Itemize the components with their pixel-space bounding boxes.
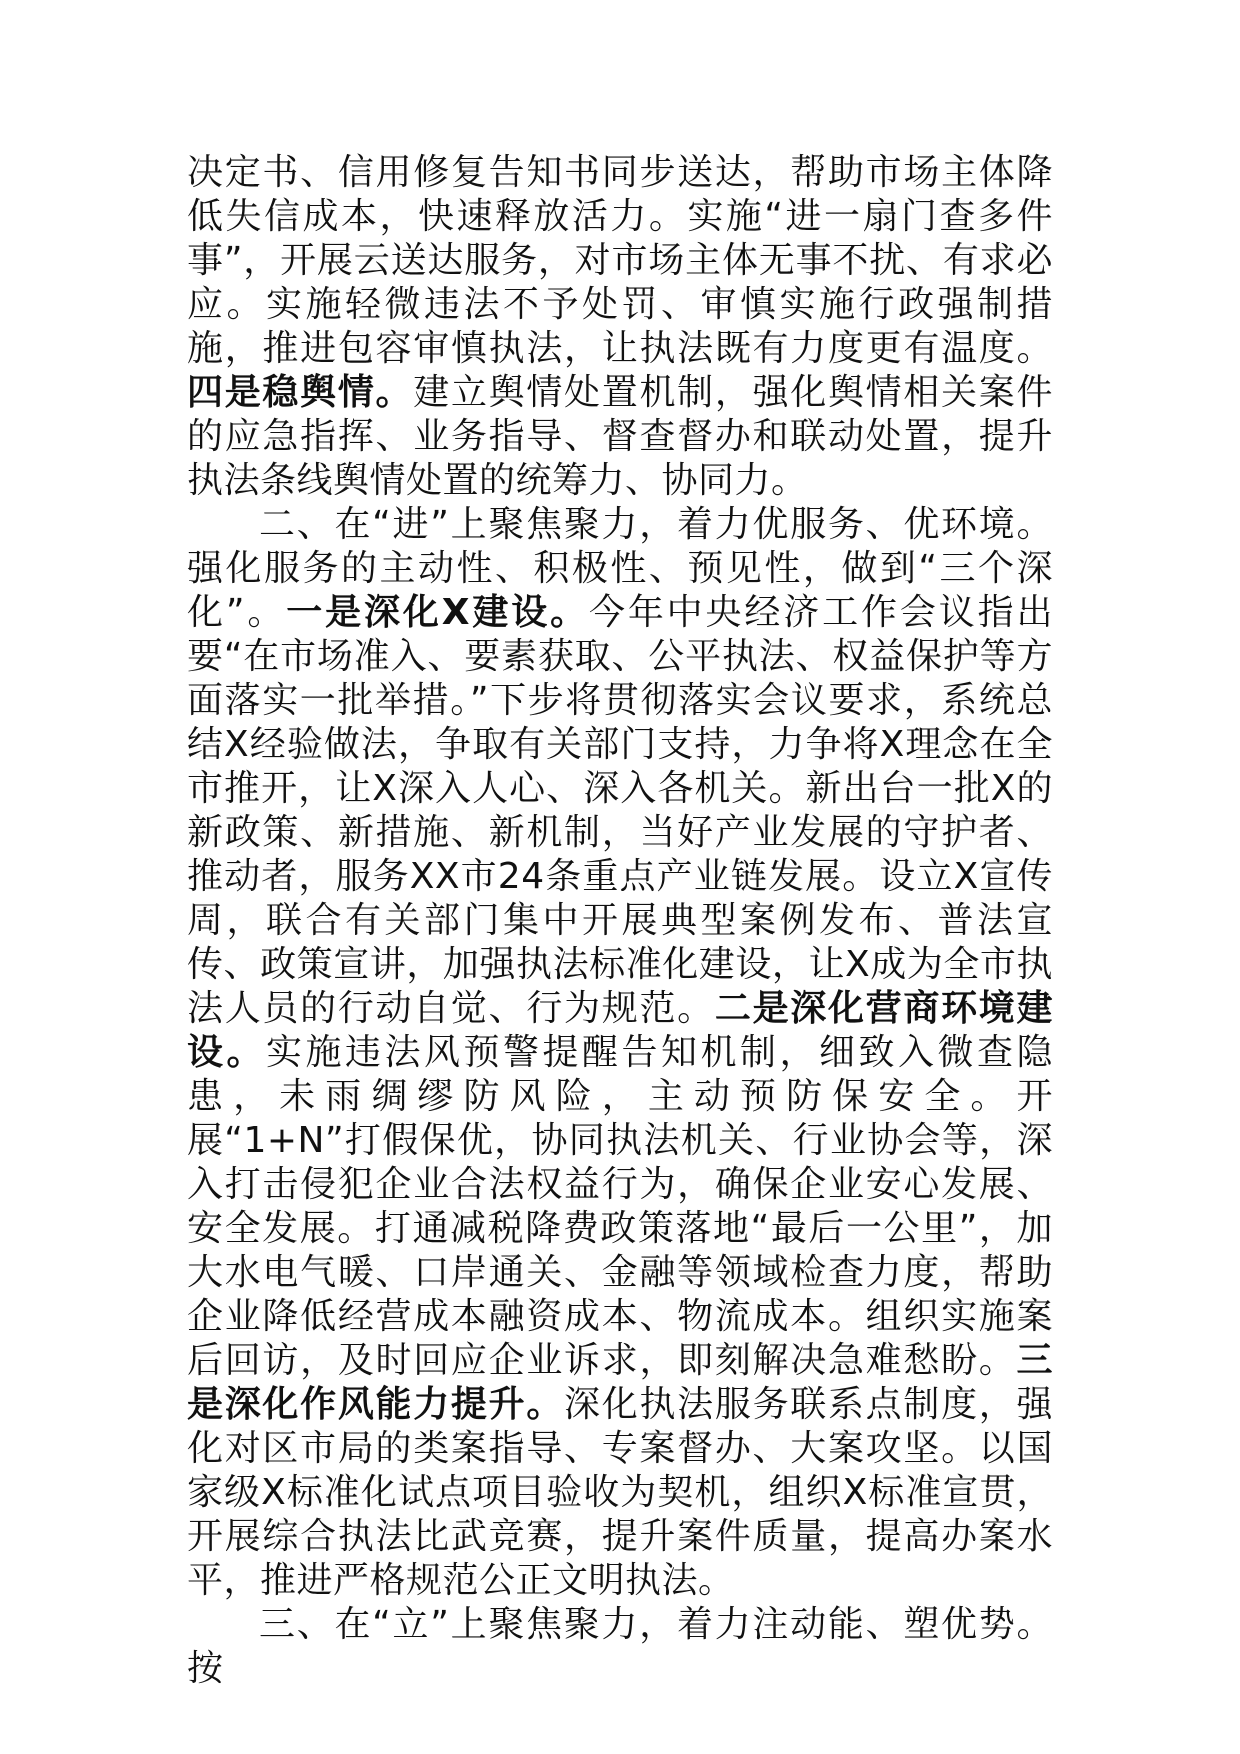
paragraph-text: 今年中央经济工作会议指出要“在市场准入、要素获取、公平执法、权益保护等方面落实一批举措。”下步将贯彻落实会议要求，系统总结X经验做法，争取有关部门支持，力争将X理念在全市推开，让X深入人心、深入各机关。新出台一批X的新政策、新措施、新机制，当好产业发展的守护者、推动者，服务XX市24条重点产业链发展。设立X宣传周，联合有关部门集中开展典型案例发布、普法宣传、政策宣讲，加强执法标准化建设，让X成为全市执法人员的行动自觉、行为规范。 [187,592,1053,1029]
bold-heading-two-business-environment: 二是深化营商环境建设。 [187,988,1053,1073]
paragraph-text: 实施违法风预警提醒告知机制，细致入微查隐患，未雨绸缪防风险，主动预防保安全。开展“1+N”打假保优，协同执法机关、行业协会等，深入打击侵犯企业合法权益行为，确保企业安心发展、安全发展。打通减税降费政策落地“最后一公里”，加大水电气暖、口岸通关、金融等领域检查力度，帮助企业降低经营成本融资成本、物流成本。组织实施案后回访，及时回应企业诉求，即刻解决急难愁盼。 [187,1032,1053,1381]
paragraph-3 [187,1603,1053,1691]
paragraph-1 [187,151,1053,503]
bold-heading-four-stabilize-public-opinion: 四是稳舆情。 [187,372,414,413]
section-heading-two: 二、在“进”上聚焦聚力，着力优服务、优环境。强化服务的主动性、积极性、预见性，做到“三个深化”。 [187,504,1053,633]
bold-heading-three-work-style-capacity: 三是深化作风能力提升。 [187,1340,1053,1425]
paragraph-text: 决定书、信用修复告知书同步送达，帮助市场主体降低失信成本，快速释放活力。实施“进一扇门查多件事”，开展云送达服务，对市场主体无事不扰、有求必应。实施轻微违法不予处罚、审慎实施行政强制措施，推进包容审慎执法，让执法既有力度更有温度。 [187,152,1053,369]
bold-heading-one-deepen-x-construction: 一是深化X建设。 [286,592,589,633]
paragraph-text: 深化执法服务联系点制度，强化对区市局的类案指导、专案督办、大案攻坚。以国家级X标准化试点项目验收为契机，组织X标准宣贯，开展综合执法比武竞赛，提升案件质量，提高办案水平，推进严格规范公正文明执法。 [187,1384,1053,1601]
paragraph-text: 建立舆情处置机制，强化舆情相关案件的应急指挥、业务指导、督查督办和联动处置，提升执法条线舆情处置的统筹力、协同力。 [187,372,1053,501]
document-body [187,151,1053,1691]
paragraph-2 [187,503,1053,1603]
section-heading-three: 三、在“立”上聚焦聚力，着力注动能、塑优势。按 [187,1604,1053,1689]
